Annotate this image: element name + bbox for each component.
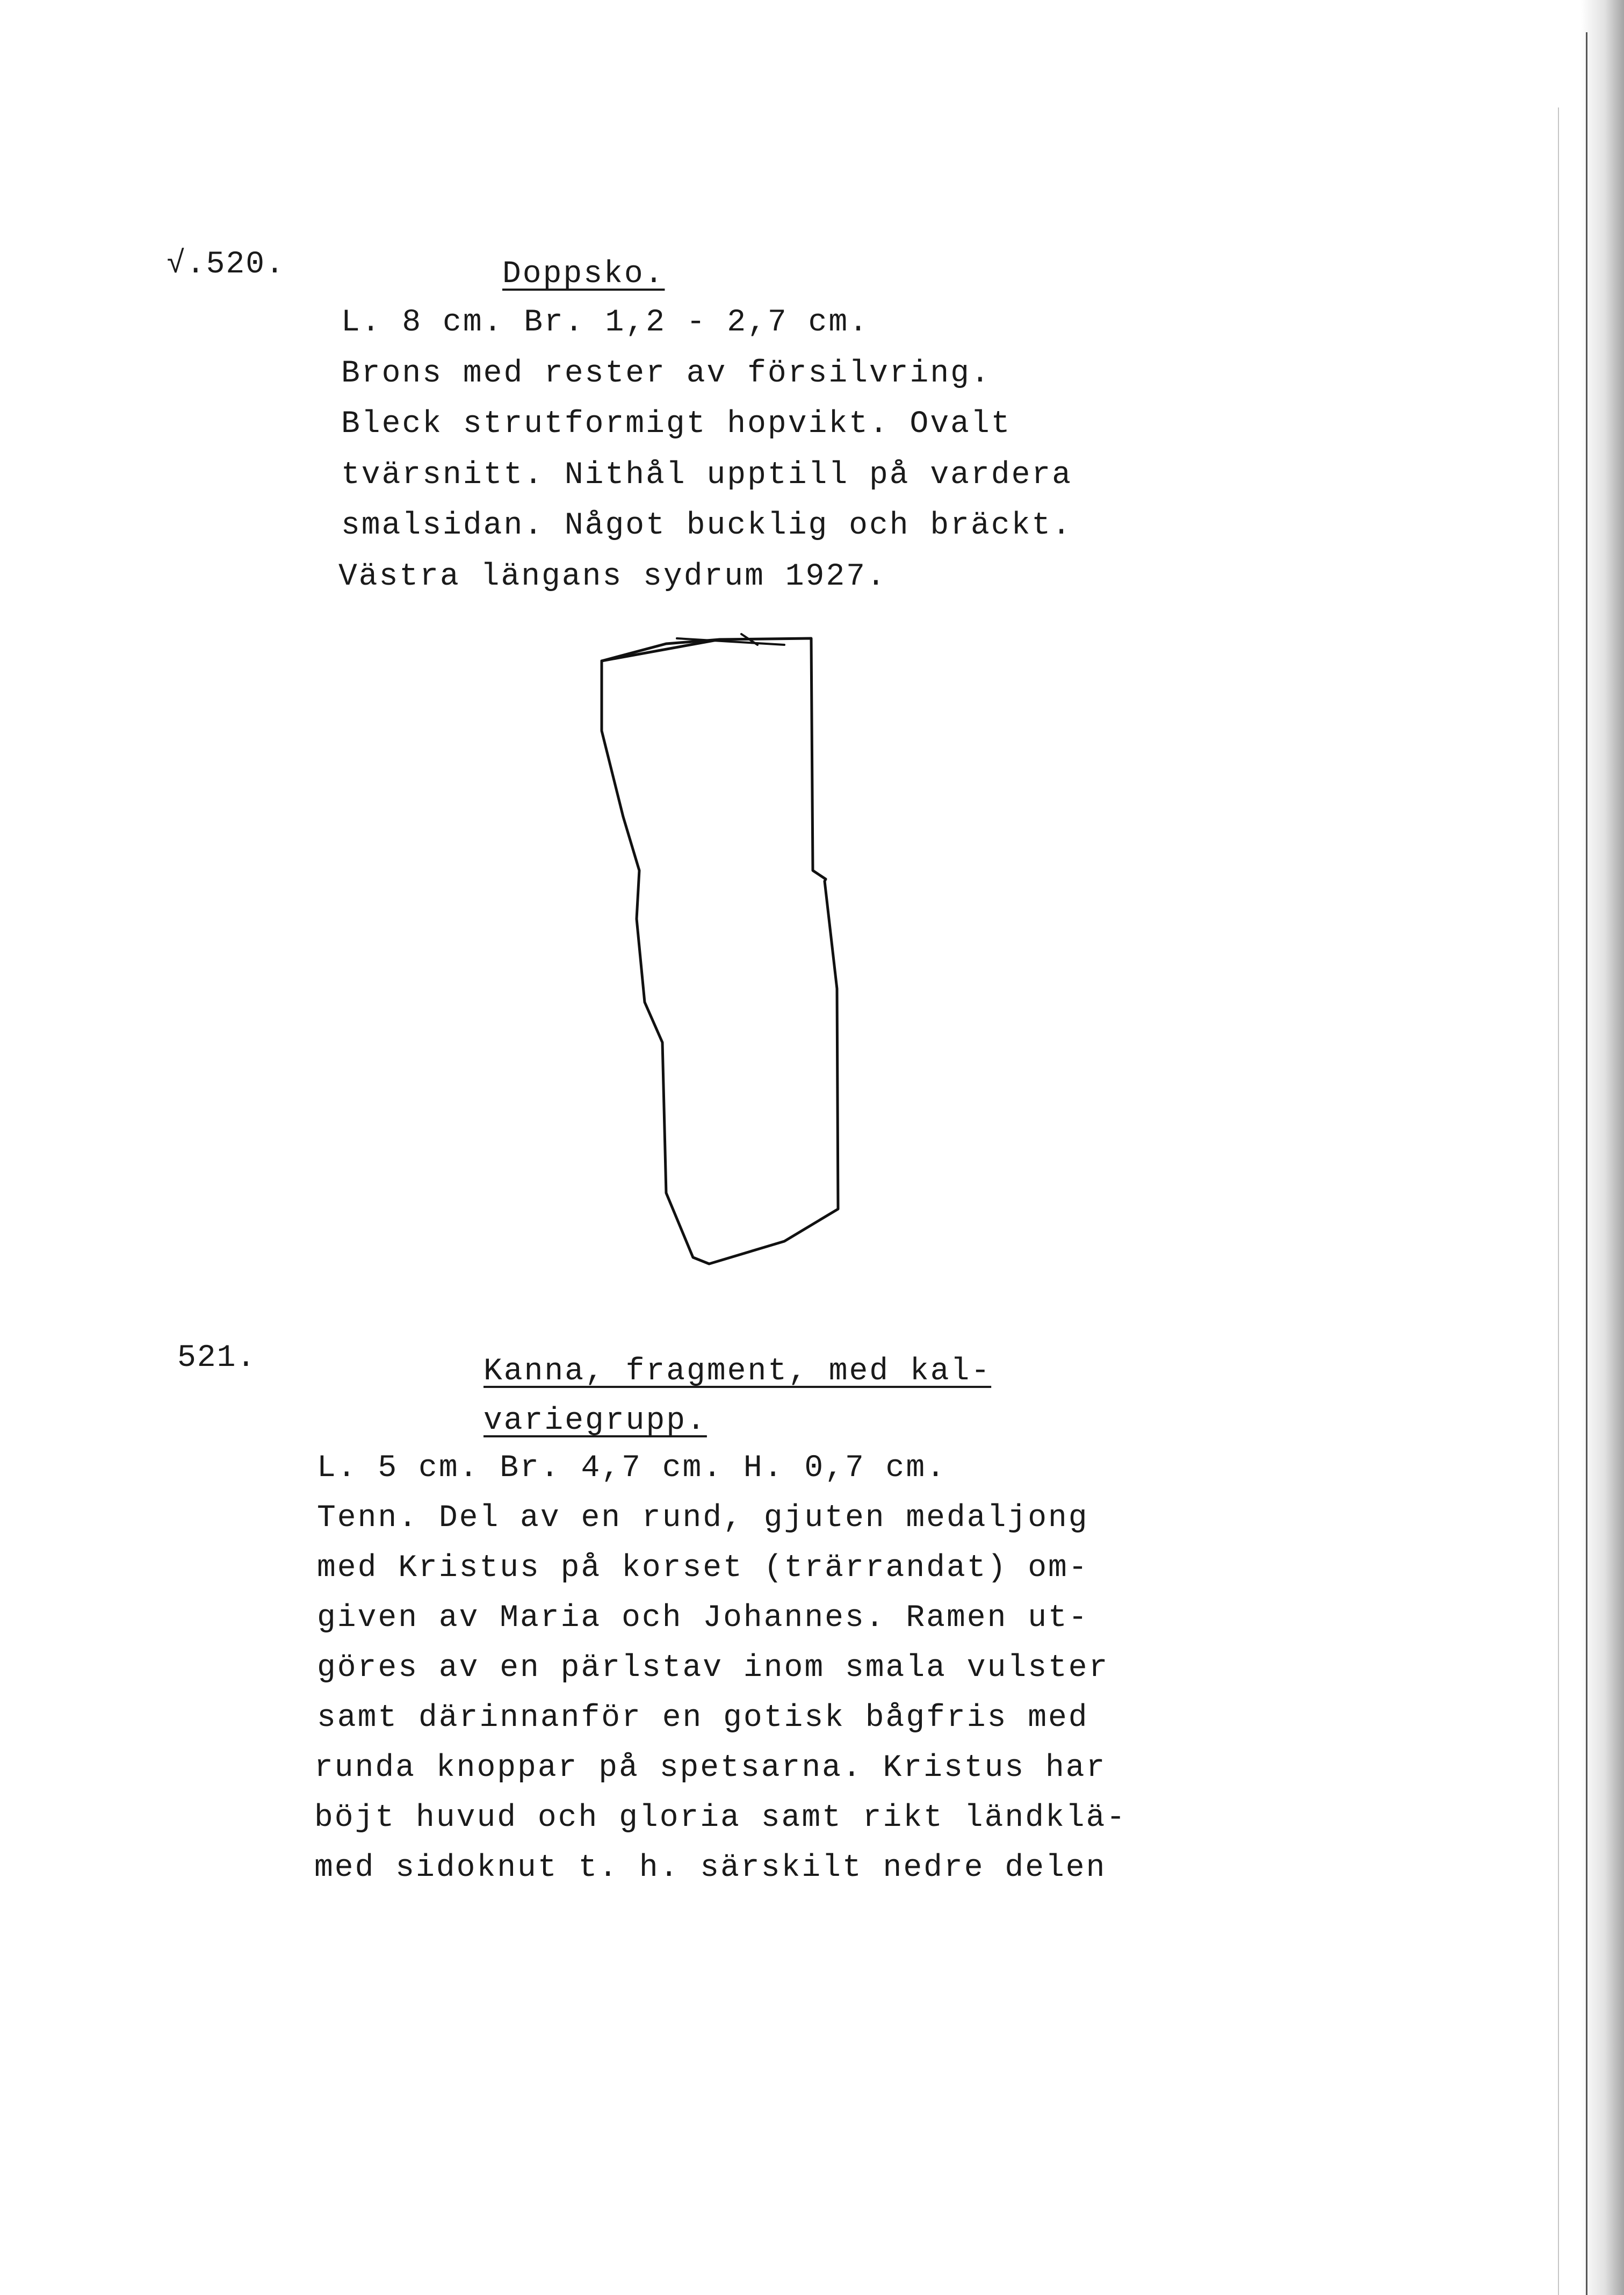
entry-text-line: samt därinnanför en gotisk bågfris med (317, 1701, 1089, 1736)
entry-text-line: given av Maria och Johannes. Ramen ut- (317, 1601, 1089, 1636)
scan-edge-shadow (1581, 0, 1624, 2295)
scan-edge-line-faint (1558, 107, 1559, 2295)
entry-text-line: L. 5 cm. Br. 4,7 cm. H. 0,7 cm. (317, 1451, 947, 1486)
entry-text-line: Tenn. Del av en rund, gjuten medaljong (317, 1501, 1089, 1536)
entry-text-line: göres av en pärlstav inom smala vulster (317, 1651, 1109, 1686)
entry-text-line: smalsidan. Något bucklig och bräckt. (341, 508, 1073, 543)
scan-edge-line (1586, 32, 1587, 2295)
entry-text-line: böjt huvud och gloria samt rikt ländklä- (314, 1801, 1127, 1836)
entry-text-line: Västra längans sydrum 1927. (338, 559, 887, 594)
entry-text-line: L. 8 cm. Br. 1,2 - 2,7 cm. (341, 305, 869, 340)
entry-title: Doppsko. (502, 257, 665, 292)
entry-number: 521. (177, 1341, 257, 1376)
entry-title-continued: variegrupp. (483, 1404, 707, 1438)
entry-text-line: tvärsnitt. Nithål upptill på vardera (341, 458, 1073, 493)
entry-text-line: med Kristus på korset (trärrandat) om- (317, 1551, 1089, 1586)
entry-title: Kanna, fragment, med kal- (483, 1354, 992, 1389)
ferrule-sketch (580, 613, 860, 1279)
entry-text-line: Brons med rester av försilvring. (341, 356, 991, 391)
entry-text-line: med sidoknut t. h. särskilt nedre delen (314, 1851, 1107, 1886)
entry-text-line: Bleck strutformigt hopvikt. Ovalt (341, 407, 1012, 442)
entry-text-line: runda knoppar på spetsarna. Kristus har (314, 1751, 1107, 1786)
entry-number: √.520. (167, 247, 285, 282)
